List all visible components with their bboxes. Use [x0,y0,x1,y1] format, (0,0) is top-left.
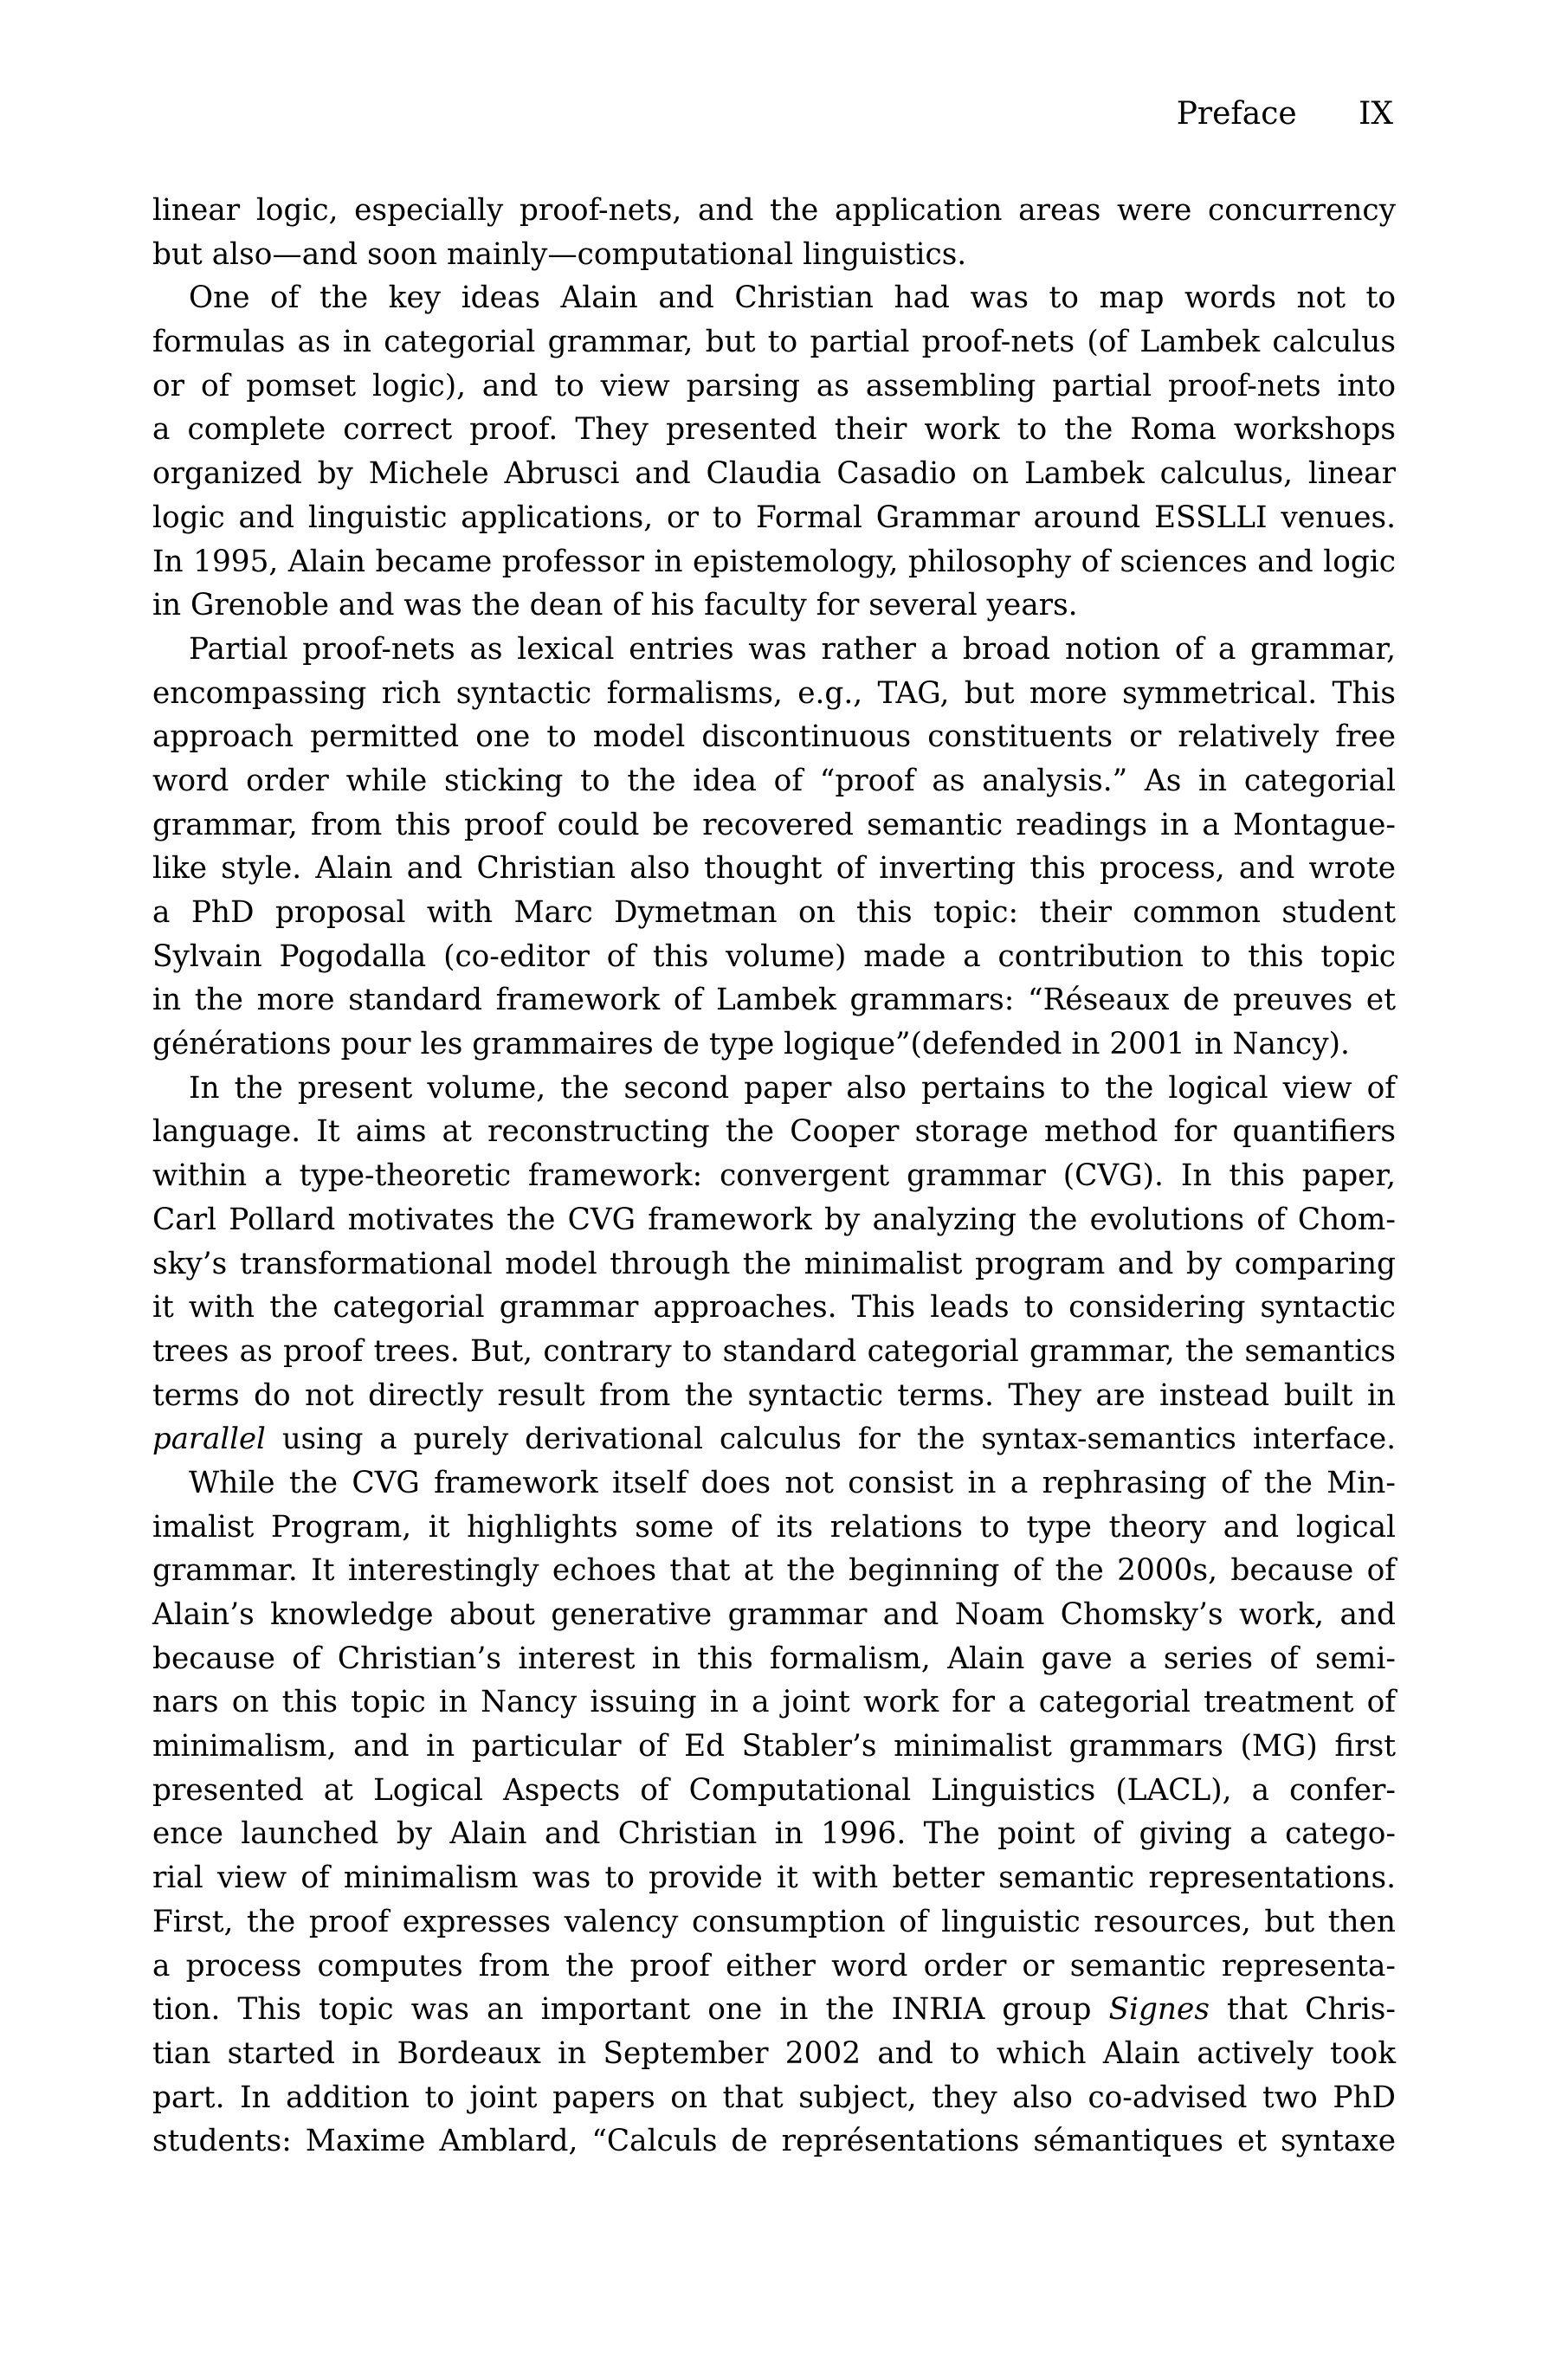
text-line: presented at Logical Aspects of Computational Linguistics (LACL), a confer- [152,1772,1396,1808]
text-line: générations pour les grammaires de type logique”(defended in 2001 in Nancy). [152,1027,1350,1062]
running-head [1177,94,1393,135]
text-line: In the present volume, the second paper also pertains to the logical view of [189,1070,1396,1106]
text-line: part. In addition to joint papers on that subject, they also co-advised two PhD [152,2080,1396,2115]
text-line: imalist Program, it highlights some of its relations to type theory and logical [152,1509,1396,1545]
text-line: logic and linguistic applications, or to Formal Grammar around ESSLLI venues. [152,500,1396,535]
text-line: word order while sticking to the idea of “proof as analysis.” As in categorial [152,763,1396,798]
text-line: language. It aims at reconstructing the Cooper storage method for quantifiers [152,1114,1396,1150]
text-line: One of the key ideas Alain and Christian had was to map words not to [189,281,1396,316]
text-line-end: that Chris- [1226,1992,1396,2028]
text-line: trees as proof trees. But, contrary to standard categorial grammar, the semantics [152,1333,1396,1369]
text-line: linear logic, especially proof-nets, and the application areas were concurrency [152,193,1396,228]
text-line: in Grenoble and was the dean of his faculty for several years. [152,588,1078,623]
text-line: minimalism, and in particular of Ed Stabler’s minimalist grammars (MG) first [152,1729,1396,1764]
text-line: organized by Michele Abrusci and Claudia Casadio on Lambek calculus, linear [152,456,1396,492]
text-line: students: Maxime Amblard, “Calculs de représentations sémantiques et syntaxe [152,2124,1396,2159]
text-line: First, the proof expresses valency consumption of linguistic resources, but then [152,1904,1396,1939]
text-line: grammar, from this proof could be recovered semantic readings in a Montague- [152,807,1396,842]
text-line: a complete correct proof. They presented their work to the Roma workshops [152,412,1396,448]
text-line: or of pomset logic), and to view parsing as assembling partial proof-nets into [152,368,1396,403]
text-line: terms do not directly result from the syntactic terms. They are instead built in [152,1377,1396,1413]
text-line: a PhD proposal with Marc Dymetman on this topic: their common student [152,895,1396,930]
text-line: rial view of minimalism was to provide it with better semantic representations. [152,1861,1396,1896]
text-line: In 1995, Alain became professor in epistemology, philosophy of sciences and logic [152,544,1396,579]
text-line: formulas as in categorial grammar, but to partial proof-nets (of Lambek calculus [152,325,1396,360]
emphasis-parallel: parallel [152,1422,266,1456]
text-line: sky’s transformational model through the minimalist program and by comparing [152,1246,1396,1281]
text-line: While the CVG framework itself does not consist in a rephrasing of the Min- [189,1465,1396,1500]
text-line: within a type-theoretic framework: convergent grammar (CVG). In this paper, [152,1158,1396,1194]
text-line: Alain’s knowledge about generative grammar and Noam Chomsky’s work, and [152,1597,1396,1632]
text-line: because of Christian’s interest in this formalism, Alain gave a series of semi- [152,1641,1396,1676]
text-line-rest: using a purely derivational calculus for the syntax-semantics interface. [281,1422,1396,1456]
emphasis-signes: Signes [1108,1992,1210,2028]
text-line: Carl Pollard motivates the CVG framework by analyzing the evolutions of Chom- [152,1202,1396,1237]
text-line [152,1988,1396,2032]
running-head-title: Preface [1176,96,1297,132]
text-line: grammar. It interestingly echoes that at the beginning of the 2000s, because of [152,1553,1396,1589]
text-line: approach permitted one to model discontinuous constituents or relatively free [152,719,1396,755]
text-line-start: tion. This topic was an important one in the INRIA group [152,1992,1092,2028]
text-line: nars on this topic in Nancy issuing in a joint work for a categorial treatment of [152,1685,1396,1720]
text-line: a process computes from the proof either word order or semantic representa- [152,1948,1396,1983]
text-line: it with the categorial grammar approaches. This leads to considering syntactic [152,1290,1396,1325]
text-line: like style. Alain and Christian also thought of inverting this process, and wrote [152,851,1396,887]
text-line: ence launched by Alain and Christian in 1996. The point of giving a catego- [152,1816,1396,1852]
text-line: Sylvain Pogodalla (co-editor of this volume) made a contribution to this topic [152,938,1396,974]
text-line: Partial proof-nets as lexical entries was rather a broad notion of a grammar, [189,631,1396,667]
text-line: in the more standard framework of Lambek grammars: “Réseaux de preuves et [152,983,1396,1018]
text-line: encompassing rich syntactic formalisms, e.g., TAG, but more symmetrical. This [152,675,1396,711]
page-number: IX [1359,96,1393,132]
text-line: tian started in Bordeaux in September 2002 and to which Alain actively took [152,2035,1396,2071]
body-text [152,189,1396,2164]
text-line [152,1417,1396,1461]
text-line: but also—and soon mainly—computational linguistics. [152,236,967,272]
